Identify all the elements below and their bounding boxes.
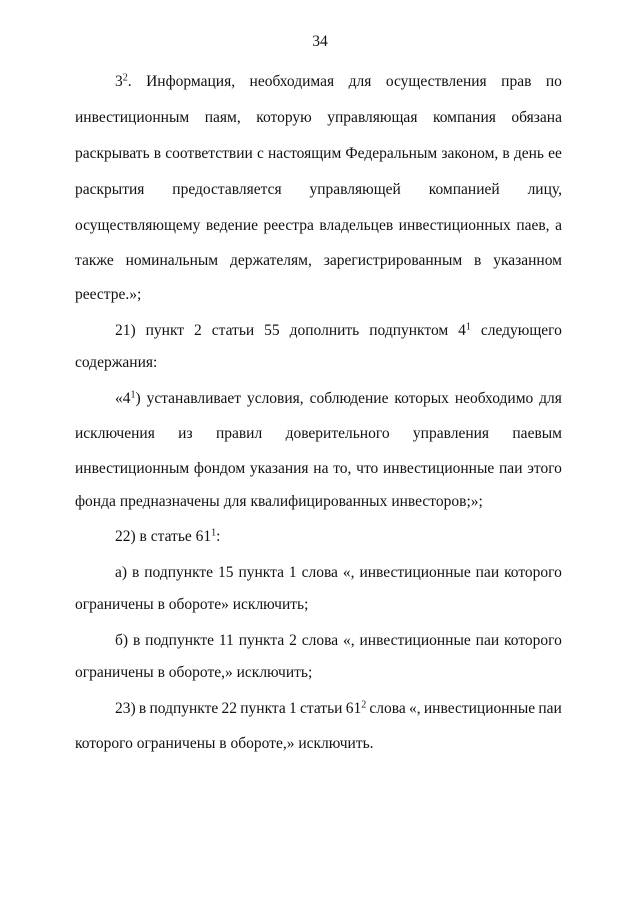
word: инвестиционные xyxy=(383,460,495,477)
word: а xyxy=(555,217,562,234)
word: паи xyxy=(475,632,500,649)
word: в xyxy=(474,252,482,269)
word: которого xyxy=(504,632,562,649)
word: владельцев xyxy=(319,217,394,234)
word: доверительного xyxy=(285,425,390,442)
word: слова xyxy=(369,700,406,717)
quoted-subpoint xyxy=(115,389,141,409)
paragraph-1-line-7: реестре.»; xyxy=(75,286,142,303)
word: 1 xyxy=(288,564,297,581)
paragraph-1-line-1 xyxy=(115,72,562,92)
paragraph-1-line-5 xyxy=(75,216,562,236)
word: в xyxy=(132,632,141,649)
word: исключения xyxy=(75,425,155,442)
word: подпункте xyxy=(149,700,219,717)
word: инвестиционные xyxy=(359,564,471,581)
paragraph-2-line-2: содержания: xyxy=(75,354,158,371)
word: устанавливает xyxy=(146,390,242,407)
paragraph-3-line-1 xyxy=(115,389,562,409)
word: реестра xyxy=(263,217,314,234)
word: инвесторов;»; xyxy=(391,493,483,510)
word: инвестиционным xyxy=(75,460,190,477)
paragraph-7-line-1 xyxy=(115,699,562,719)
word: предназначены xyxy=(119,493,220,510)
word: раскрытия xyxy=(75,181,145,198)
word: 23) xyxy=(115,700,136,717)
word: слова xyxy=(301,564,338,581)
word: 22 xyxy=(221,700,238,717)
word: паи xyxy=(499,460,523,477)
paragraph-5-line-2: ограничены в обороте» исключить; xyxy=(75,596,309,613)
word: пункта xyxy=(240,700,286,717)
number: 61 xyxy=(345,700,362,717)
word: а) xyxy=(115,564,128,581)
word: в xyxy=(502,145,510,162)
lead-dot: . xyxy=(127,73,132,90)
word: ее xyxy=(548,145,562,162)
word: указанном xyxy=(493,252,562,269)
superscript: 1 xyxy=(211,527,217,539)
word: которую xyxy=(256,109,312,126)
word: номинальным xyxy=(125,252,219,269)
word: дополнить xyxy=(289,322,360,339)
article-number xyxy=(346,699,367,719)
paragraph-1-line-2 xyxy=(75,108,562,128)
word: день xyxy=(513,145,545,162)
number: «4 xyxy=(115,390,131,407)
page-number: 34 xyxy=(312,33,328,50)
word: пункта xyxy=(238,564,284,581)
word: с xyxy=(256,145,264,162)
word: статьи xyxy=(299,700,343,717)
word: компания xyxy=(432,109,496,126)
word: держателям, xyxy=(229,252,312,269)
word: для xyxy=(348,73,372,90)
word: статьи xyxy=(211,322,255,339)
word: раскрывать xyxy=(75,145,150,162)
word: ведение xyxy=(205,217,258,234)
paragraph-1-lead xyxy=(115,72,132,92)
word: пункта xyxy=(238,632,285,649)
word: законом, xyxy=(441,145,499,162)
word: 55 xyxy=(264,322,280,339)
word: 1 xyxy=(289,700,297,717)
word: инвестиционные xyxy=(423,700,536,717)
paragraph-1-line-3 xyxy=(75,144,562,164)
paragraph-1-line-6 xyxy=(75,251,562,271)
article-ref: 22) в статье 61 xyxy=(115,528,212,545)
word: паев, xyxy=(516,217,550,234)
word: следующего xyxy=(480,322,562,339)
word: лицу, xyxy=(527,181,562,198)
superscript: 2 xyxy=(361,699,367,711)
word: слова xyxy=(301,632,339,649)
word: указания xyxy=(249,460,309,477)
word: в xyxy=(138,700,147,717)
paragraph-6-line-1 xyxy=(115,631,562,651)
lead-superscript: 2 xyxy=(122,72,128,84)
colon: : xyxy=(216,528,221,545)
subpoint-number xyxy=(458,321,471,341)
paragraph-7-line-2: которого ограничены в обороте,» исключить. xyxy=(75,735,374,752)
word: которых xyxy=(394,390,449,407)
word: которого xyxy=(504,564,562,581)
word: правил xyxy=(215,425,263,442)
word: подпункте xyxy=(145,632,214,649)
word: этого xyxy=(527,460,562,477)
word: условия, xyxy=(246,390,304,407)
word: паи xyxy=(475,564,500,581)
paragraph-3-line-4 xyxy=(75,492,483,512)
word: паевым xyxy=(512,425,562,442)
paragraph-1-line-4 xyxy=(75,180,562,200)
word: 15 xyxy=(218,564,234,581)
word: настоящим xyxy=(268,145,342,162)
word: для xyxy=(539,390,562,407)
word: из xyxy=(178,425,193,442)
word: управляющая xyxy=(327,109,418,126)
word: подпункте xyxy=(144,564,214,581)
word: паи xyxy=(538,700,562,717)
word: компанией xyxy=(428,181,500,198)
word: 2 xyxy=(194,322,202,339)
word: 11 xyxy=(218,632,234,649)
word: «, xyxy=(343,632,355,649)
paragraph-3-line-2 xyxy=(75,424,562,444)
word: инвестиционных xyxy=(398,217,511,234)
word: что xyxy=(356,460,379,477)
word: б) xyxy=(115,632,129,649)
word: также xyxy=(75,252,114,269)
word: управляющей xyxy=(309,181,401,198)
word: фондом xyxy=(193,460,246,477)
word: осуществляющему xyxy=(75,217,201,234)
word: предоставляется xyxy=(172,181,282,198)
word: 2 xyxy=(289,632,297,649)
word: на xyxy=(313,460,329,477)
paragraph-5-line-1 xyxy=(115,563,562,583)
word: квалифицированных xyxy=(250,493,388,510)
word: в xyxy=(131,564,140,581)
paragraph-4-line-1 xyxy=(115,527,562,547)
paragraph-2-line-1 xyxy=(115,321,562,341)
word: инвестиционные xyxy=(359,632,471,649)
word: 21) xyxy=(115,322,136,339)
word: соблюдение xyxy=(309,390,389,407)
word: пункт xyxy=(145,322,185,339)
word: «, xyxy=(342,564,355,581)
word: Информация, xyxy=(146,73,236,90)
paragraph-6-line-2: ограничены в обороте,» исключить; xyxy=(75,664,313,681)
word: для xyxy=(223,493,247,510)
word: паям, xyxy=(204,109,241,126)
word: прав xyxy=(501,73,532,90)
word: то, xyxy=(333,460,352,477)
word: зарегистрированным xyxy=(323,252,463,269)
number: 4 xyxy=(458,322,466,339)
paragraph-3-line-3 xyxy=(75,459,562,479)
word: подпунктом xyxy=(369,322,449,339)
word: инвестиционным xyxy=(75,109,190,126)
word: фонда xyxy=(75,493,116,510)
word: Федеральным xyxy=(345,145,438,162)
word: обязана xyxy=(511,109,562,126)
word: управления xyxy=(412,425,490,442)
word: по xyxy=(545,73,562,90)
word: «, xyxy=(409,700,421,717)
paren: ) xyxy=(135,390,141,407)
word: необходимая xyxy=(249,73,335,90)
superscript: 1 xyxy=(130,389,136,401)
word: в xyxy=(153,145,162,162)
word: осуществления xyxy=(385,73,487,90)
word: соответствии xyxy=(165,145,253,162)
superscript: 1 xyxy=(465,321,471,333)
lead-number: 3 xyxy=(115,73,123,90)
word: необходимо xyxy=(454,390,534,407)
